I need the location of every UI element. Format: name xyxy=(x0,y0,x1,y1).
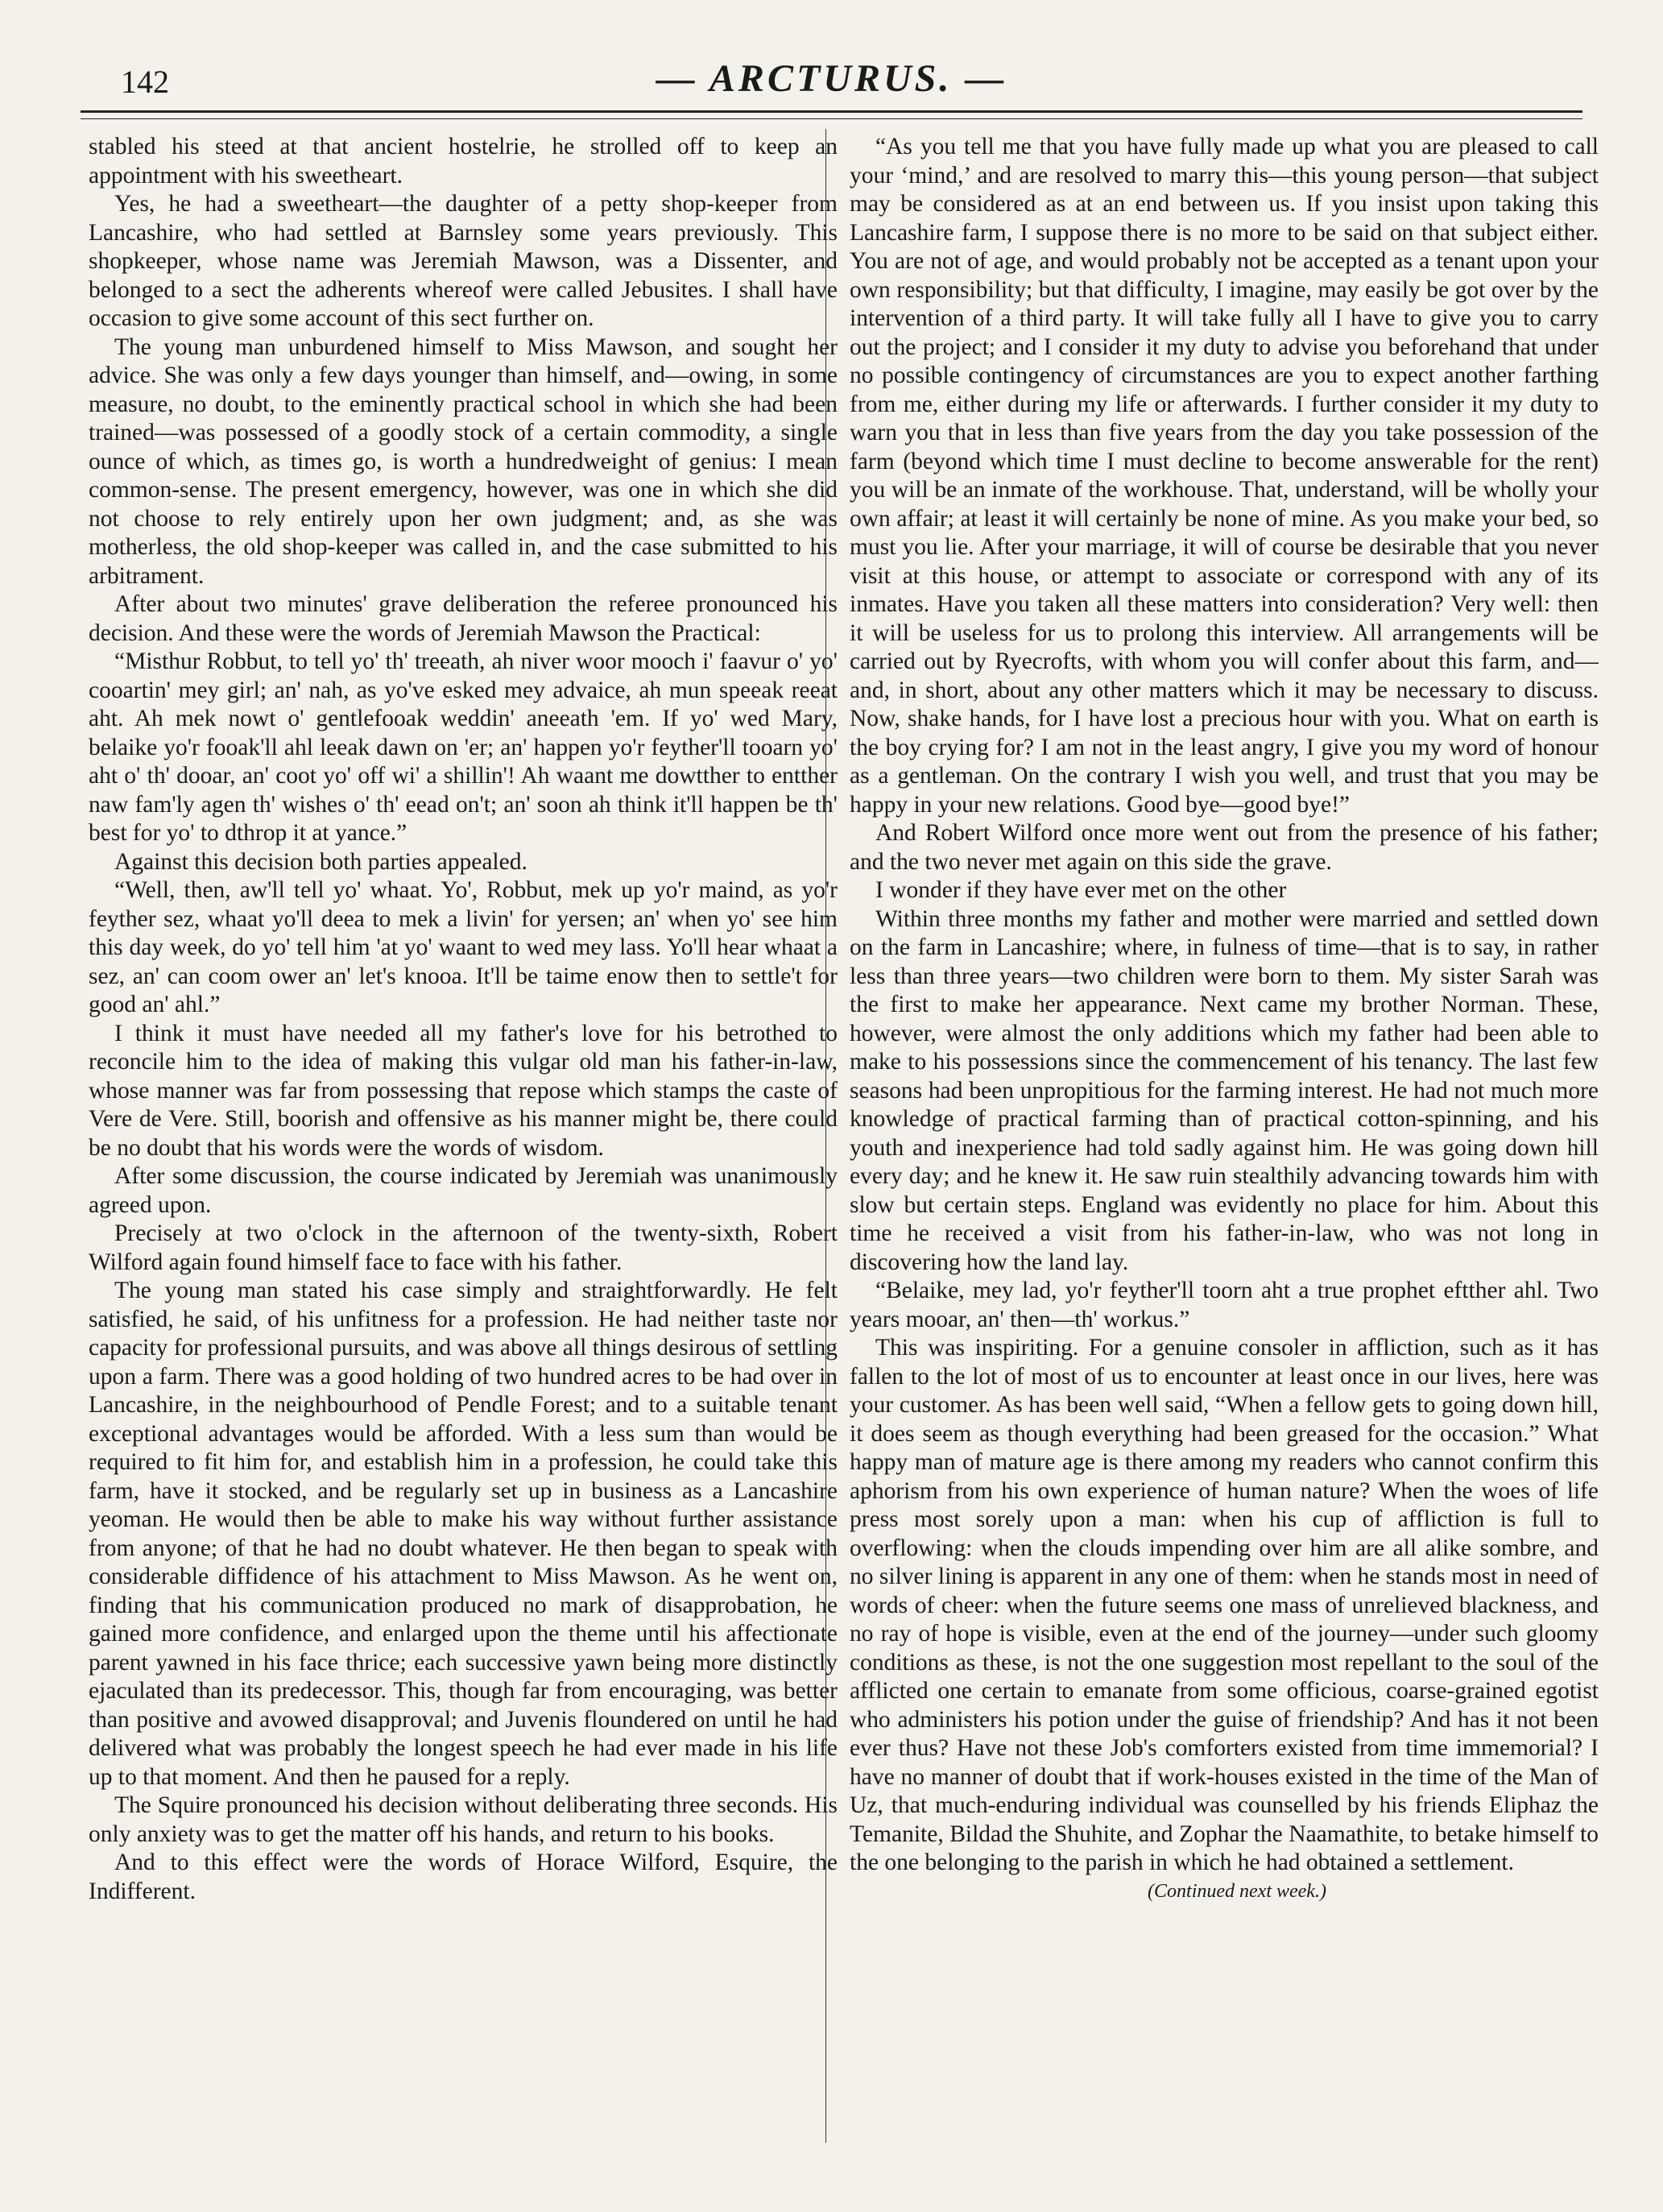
dialect-quote: “Belaike, mey lad, yo'r feyther'll toorn aht a true prophet eftther ahl. Two years mooar, an' then—th' workus.” xyxy=(850,1278,1599,1332)
page-header xyxy=(72,56,1591,113)
paragraph: The young man stated his case simply and straightforwardly. He felt satisfied, he said, of his unfitness for a profession. He had neither taste nor capacity for professional pursuits, and was above all things desirous of settling upon a farm. There was a good holding of two hundred acres to be had over in Lancashire, in the neighbourhood of Pendle Forest; and to a suitable tenant exceptional advantages would be afforded. With a less sum than would be required to fit him for, and establish him in a profession, he could take this farm, have it stocked, and be regularly set up in business as a Lancashire yeoman. He would then be able to make his way without further assistance from anyone; of that he had no doubt whatever. He then began to speak with considerable diffidence of his attachment to Miss Mawson. As he went on, finding that his communication produced no mark of disapprobation, he gained more confidence, and enlarged upon the theme until his affectionate parent yawned in his face thrice; each successive yawn being more distinctly ejaculated than its predecessor. This, though far from encouraging, was better than positive and avowed disapproval; and Juvenis floundered on until he had delivered what was probably the longest speech he had ever made in his life up to that moment. And then he paused for a reply. xyxy=(89,1278,838,1790)
continued-note: (Continued next week.) xyxy=(1148,1880,1326,1902)
paragraph: After some discussion, the course indicated by Jeremiah was unanimously agreed upon. xyxy=(89,1163,838,1218)
header-rule-thin xyxy=(81,118,1582,119)
paragraph: The young man unburdened himself to Miss Mawson, and sought her advice. She was only a few days younger than himself, and—owing, in some measure, no doubt, to the eminently practical school in which she had been trained—was possessed of a goodly stock of a certain commodity, a single ounce of which, as times go, is worth a hundredweight of genius: I mean common-sense. The present emergency, however, was one in which she did not choose to rely entirely upon her own judgment; and, as she was motherless, the old shop-keeper was called in, and the case submitted to his arbitrament. xyxy=(89,333,838,589)
paragraph: After about two minutes' grave deliberation the referee pronounced his decision. And these were the words of Jeremiah Mawson the Practical: xyxy=(89,591,838,646)
running-title: — ARCTURUS. — xyxy=(656,57,1007,100)
paragraph: This was inspiriting. For a genuine consoler in affliction, such as it has fallen to the lot of most of us to encounter at least once in our lives, here was your customer. As has been well said, “When a fellow gets to going down hill, it does seem as though everything had been greased for the occasion.” What happy man of mature age is there among my readers who cannot confirm this aphorism from his own experience of human nature? When the woes of life press most sorely upon a man: when his cup of affliction is full to overflowing: when the clouds impending over him are all alike sombre, and no silver lining is apparent in any one of them: when he stands most in need of words of cheer: when the future seems one mass of unrelieved blackness, and no ray of hope is visible, even at the end of the journey—under such gloomy conditions as these, is not the one suggestion most repellant to the soul of the afflicted one certain to emanate from some officious, coarse-grained egotist who administers his potion under the guise of friendship? And has it not been ever thus? Have not these Job's comforters existed from time immemorial? I have no manner of doubt that if work-houses existed in the time of the Man of Uz, that much-enduring individual was counselled by his friends Eliphaz the Temanite, Bildad the Shuhite, and Zophar the Naamathite, to betake himself to the one belonging to the parish in which he had obtained a settlement. xyxy=(850,1335,1599,1875)
page-number: 142 xyxy=(121,64,169,100)
paragraph: And to this effect were the words of Horace Wilford, Esquire, the Indifferent. xyxy=(89,1850,838,1904)
dialect-quote: “Misthur Robbut, to tell yo' th' treeath, ah niver woor mooch i' faavur o' yo' cooartin' mey girl; an' nah, as yo've esked mey advaice, ah mun speeak reeat aht. Ah mek nowt o' gentlefooak weddin' aneeath 'em. If yo' wed Mary, belaike yo'r fooak'll ahl leeak dawn on 'er; an' happen yo'r feyther'll tooarn yo' aht o' th' dooar, an' coot yo' off wi' a shillin'! Ah waant me dowtther to entther naw fam'ly agen th' wishes o' th' eead on't; an' soon ah think it'll happen be th' best for yo' to dthrop it at yance.” xyxy=(89,648,838,846)
dialect-quote: “Well, then, aw'll tell yo' whaat. Yo', Robbut, mek up yo'r maind, as yo'r feyther sez, whaat yo'll deea to mek a livin' for yersen; an' when yo' see him this day week, do yo' tell him 'at yo' waant to wed mey lass. Yo'll hear whaat a sez, an' can coom ower an' let's knooa. It'll be taime enow then to settle't for good an' ahl.” xyxy=(89,877,838,1017)
paragraph: I wonder if they have ever met on the other xyxy=(875,877,1287,903)
paragraph: Precisely at two o'clock in the afternoon of the twenty-sixth, Robert Wilford again found himself face to face with his father. xyxy=(89,1220,838,1275)
column-divider xyxy=(825,129,826,2143)
paragraph: Yes, he had a sweetheart—the daughter of a petty shop-keeper from Lancashire, who had settled at Barnsley some years previously. This shopkeeper, whose name was Jeremiah Mawson, was a Dissenter, and belonged to a sect the adherents whereof were called Jebusites. I shall have occasion to give some account of this sect further on. xyxy=(89,191,838,331)
paragraph: Against this decision both parties appealed. xyxy=(114,848,527,875)
left-column xyxy=(89,133,838,2163)
header-rule xyxy=(81,110,1582,113)
squire-speech: “As you tell me that you have fully made up what you are pleased to call your ‘mind,’ and are resolved to marry this—this young person—that subject may be considered as at an end between us. If you insist upon taking this Lancashire farm, I suppose there is no more to be said on that subject either. You are not of age, and would probably not be accepted as a tenant upon your own responsibility; but that difficulty, I imagine, may easily be got over by the intervention of a third party. It will take fully all I have to give you to carry out the project; and I consider it my duty to advise you beforehand that under no possible contingency of circumstances are you to expect another farthing from me, either during my life or afterwards. I further consider it my duty to warn you that in less than five years from the day you take possession of the farm (beyond which time I must decline to become answerable for the rent) you will be an inmate of the workhouse. That, understand, will be wholly your own affair; at least it will certainly be none of mine. As you make your bed, so must you lie. After your marriage, it will of course be desirable that you never visit at this house, or attempt to associate or correspond with any of its inmates. Have you taken all these matters into consideration? Very well: then it will be useless for us to prolong this interview. All arrangements will be carried out by Ryecrofts, with whom you will confer about this farm, and—and, in short, about any other matters which it may be necessary to discuss. Now, shake hands, for I have lost a precious hour with you. What on earth is the boy crying for? I am not in the least angry, I give you my word of honour as a gentleman. On the contrary I wish you well, and trust that you may be happy in your new relations. Good bye—good bye!” xyxy=(850,134,1599,818)
paragraph: Within three months my father and mother were married and settled down on the farm in Lancashire; where, in fulness of time—that is to say, in rather less than three years—two children were born to them. My sister Sarah was the first to make her appearance. Next came my brother Norman. These, however, were almost the only additions which my father had been able to make to his possessions since the commencement of his tenancy. The last few seasons had been unpropitious for the farming interest. He had not much more knowledge of practical farming than of practical cotton-spinning, and his youth and inexperience had told sadly against him. He was going down hill every day; and he knew it. He saw ruin stealthily advancing towards him with slow but certain steps. England was evidently no place for him. About this time he received a visit from his father-in-law, who was not long in discovering how the land lay. xyxy=(850,905,1599,1275)
paragraph: I think it must have needed all my father's love for his betrothed to reconcile him to the idea of making this vulgar old man his father-in-law, whose manner was far from possessing that repose which stamps the caste of Vere de Vere. Still, boorish and offensive as his manner might be, there could be no doubt that his words were the words of wisdom. xyxy=(89,1020,838,1161)
paragraph: And Robert Wilford once more went out from the presence of his father; and the two never met again on this side the grave. xyxy=(850,820,1599,875)
paragraph: stabled his steed at that ancient hostelrie, he strolled off to keep an appointment with his sweetheart. xyxy=(89,134,838,188)
right-column xyxy=(850,133,1599,2163)
paragraph: The Squire pronounced his decision without deliberating three seconds. His only anxiety was to get the matter off his hands, and return to his books. xyxy=(89,1792,838,1847)
